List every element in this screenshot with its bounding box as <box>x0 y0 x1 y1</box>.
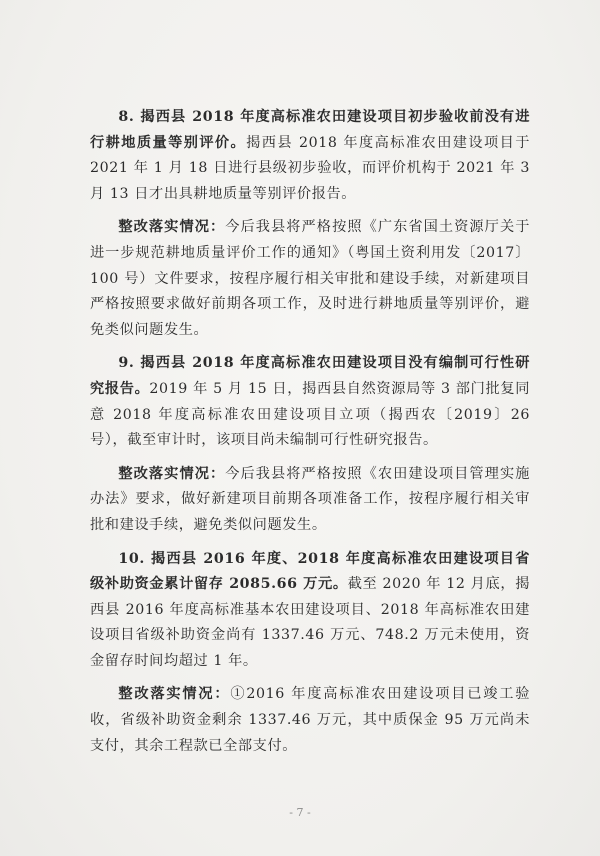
item-8-rectification <box>90 215 530 343</box>
item-9-heading: 9. 揭西县 2018 年度高标准农田建设项目没有编制可行性研究报告。 <box>90 355 530 397</box>
rectification-text: 今后我县将严格按照《广东省国土资源厅关于进一步规范耕地质量评价工作的通知》（粤国土资利用发〔2017〕100 号）文件要求，按程序履行相关审批和建设手续，对新建项目严格按照要求做好前期各项工作，及时进行耕地质量等别评价，避免类似问题发生。 <box>90 219 530 338</box>
item-9-body: 2019 年 5 月 15 日，揭西县自然资源局等 3 部门批复同意 2018 年度高标准农田建设项目立项（揭西农〔2019〕26 号），截至审计时，该项目尚未编制可行性研究报告。 <box>90 380 530 449</box>
item-10-rectification <box>90 682 530 759</box>
item-10 <box>90 547 530 675</box>
item-8-heading: 8. 揭西县 2018 年度高标准农田建设项目初步验收前没有进行耕地质量等别评价。 <box>90 109 530 151</box>
item-10-heading: 10. 揭西县 2016 年度、2018 年度高标准农田建设项目省级补助资金累计留存 2085.66 万元。 <box>90 550 530 593</box>
rectification-label: 整改落实情况： <box>118 465 226 482</box>
item-10-body: 截至 2020 年 12 月底，揭西县 2016 年度高标准基本农田建设项目、2018 年高标准农田建设项目省级补助资金尚有 1337.46 万元、748.2 万元未使用，资金留存时间均超过 1 年。 <box>90 576 530 669</box>
page-number: - 7 - <box>289 806 311 819</box>
item-9-rectification <box>90 462 530 539</box>
rectification-label: 整改落实情况： <box>118 686 231 703</box>
rectification-text: ①2016 年度高标准农田建设项目已竣工验收，省级补助资金剩余 1337.46 万元，其中质保金 95 万元尚未支付，其余工程款已全部支付。 <box>90 686 530 754</box>
item-8 <box>90 105 530 207</box>
item-9 <box>90 351 530 453</box>
rectification-text: 今后我县将严格按照《农田建设项目管理实施办法》要求，做好新建项目前期各项准备工作，按程序履行相关审批和建设手续，避免类似问题发生。 <box>90 465 530 533</box>
document-body <box>90 105 530 759</box>
rectification-label: 整改落实情况： <box>118 219 226 236</box>
item-8-body: 揭西县 2018 年度高标准农田建设项目于 2021 年 1 月 18 日进行县级初步验收，而评价机构于 2021 年 3 月 13 日才出具耕地质量等别评价报告。 <box>90 134 530 202</box>
